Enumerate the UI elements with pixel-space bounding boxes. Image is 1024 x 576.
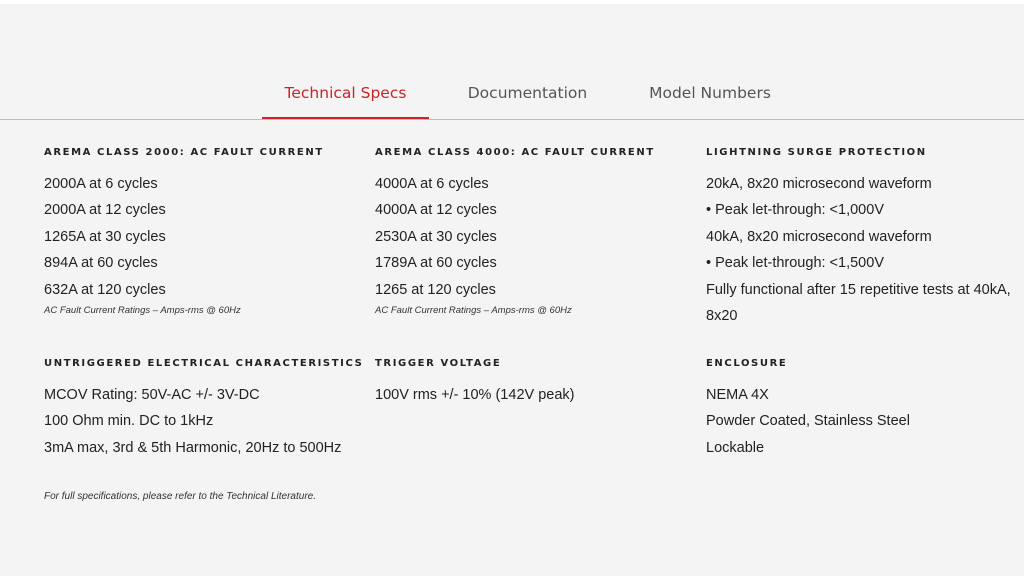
spec-line: NEMA 4X <box>706 387 769 403</box>
tab-technical-specs[interactable]: Technical Specs <box>262 78 429 120</box>
spec-line: 4000A at 12 cycles <box>375 202 497 219</box>
footer-note: For full specifications, please refer to the Technical Literature. <box>44 491 316 502</box>
spec-line: 100 Ohm min. DC to 1kHz <box>44 413 214 430</box>
spec-line: • Peak let-through: <1,500V <box>706 255 884 272</box>
section-trigger-voltage <box>375 356 695 408</box>
spec-line: Fully functional after 15 repetitive tests at 40kA, <box>706 281 1011 298</box>
spec-line: 100V rms +/- 10% (142V peak) <box>375 387 575 403</box>
section-title: UNTRIGGERED ELECTRICAL CHARACTERISTICS <box>44 358 364 369</box>
spec-line: 2000A at 6 cycles <box>44 176 158 192</box>
tab-divider <box>0 119 1024 120</box>
section-note: AC Fault Current Ratings – Amps-rms @ 60Hz <box>375 304 572 316</box>
section-title: AREMA CLASS 2000: AC FAULT CURRENT <box>44 147 324 158</box>
spec-line: 3mA max, 3rd & 5th Harmonic, 20Hz to 500Hz <box>44 439 342 456</box>
tab-model-numbers[interactable]: Model Numbers <box>649 84 771 102</box>
section-title: LIGHTNING SURGE PROTECTION <box>706 147 927 158</box>
spec-line: Lockable <box>706 439 765 456</box>
section-title: TRIGGER VOLTAGE <box>375 358 502 369</box>
spec-line: 632A at 120 cycles <box>44 281 166 298</box>
tab-documentation[interactable]: Documentation <box>467 84 588 102</box>
tab-bar <box>0 78 1024 120</box>
section-title: AREMA CLASS 4000: AC FAULT CURRENT <box>375 147 655 158</box>
spec-line: 894A at 60 cycles <box>44 255 158 272</box>
spec-line: Powder Coated, Stainless Steel <box>706 413 910 430</box>
section-enclosure <box>706 356 1024 461</box>
spec-line: 1789A at 60 cycles <box>375 255 497 272</box>
section-note: AC Fault Current Ratings – Amps-rms @ 60Hz <box>44 304 241 316</box>
section-title: ENCLOSURE <box>706 358 788 369</box>
top-strip <box>0 0 1024 4</box>
section-arema-class-2000 <box>44 145 364 319</box>
section-lightning-surge-protection <box>706 145 1024 329</box>
spec-line: 1265A at 30 cycles <box>44 228 166 245</box>
spec-line: 2000A at 12 cycles <box>44 202 166 219</box>
spec-line: • Peak let-through: <1,000V <box>706 202 884 219</box>
spec-line: 4000A at 6 cycles <box>375 176 489 192</box>
spec-line: 2530A at 30 cycles <box>375 228 497 245</box>
section-untriggered-characteristics <box>44 356 364 461</box>
section-arema-class-4000 <box>375 145 695 319</box>
spec-line: 40kA, 8x20 microsecond waveform <box>706 228 932 245</box>
spec-line: 20kA, 8x20 microsecond waveform <box>706 176 932 192</box>
spec-line: 8x20 <box>706 307 738 324</box>
spec-line: MCOV Rating: 50V-AC +/- 3V-DC <box>44 387 260 403</box>
spec-line: 1265 at 120 cycles <box>375 281 496 298</box>
